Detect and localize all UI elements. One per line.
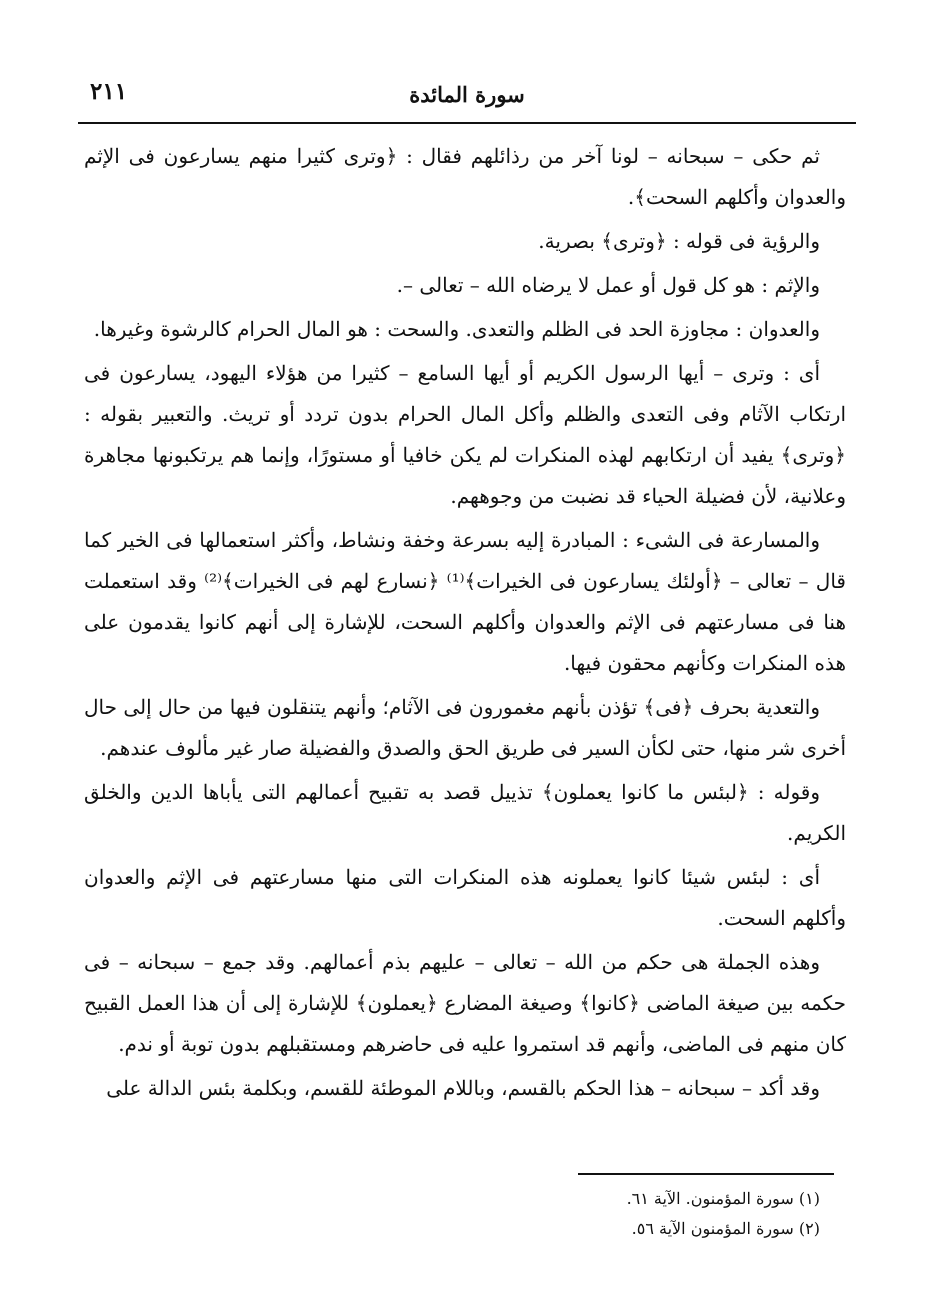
body-text [84, 136, 846, 1112]
paragraph: والرؤية فى قوله : ﴿وترى﴾ بصرية. [538, 229, 820, 253]
paragraph: والإثم : هو كل قول أو عمل لا يرضاه الله – تعالى –. [396, 273, 820, 297]
footnote: (٢) سورة المؤمنون الآية ٥٦. [631, 1219, 820, 1238]
page-number: ٢١١ [90, 78, 128, 105]
footnote-rule [578, 1173, 834, 1175]
running-title: سورة المائدة [409, 82, 525, 107]
paragraph: والتعدية بحرف ﴿فى﴾ تؤذن بأنهم مغمورون فى الآثام؛ وأنهم يتنقلون فيها من حال إلى حال أخرى شر منها، حتى لكأن السير فى طريق الحق والصدق والفضيلة صار غير مألوف عندهم. [84, 695, 846, 760]
header-rule [78, 122, 856, 124]
paragraph: وقد أكد – سبحانه – هذا الحكم بالقسم، وباللام الموطئة للقسم، وبكلمة بئس الدالة على [106, 1076, 820, 1100]
paragraph: وهذه الجملة هى حكم من الله – تعالى – عليهم بذم أعمالهم. وقد جمع – سبحانه – فى حكمه بين صيغة الماضى ﴿كانوا﴾ وصيغة المضارع ﴿يعملون﴾ للإشارة إلى أن هذا العمل القبيح كان منهم فى الماضى، وأنهم قد استمروا عليه فى حاضرهم ومستقبلهم بدون توبة أو ندم. [84, 950, 846, 1056]
footnote: (١) سورة المؤمنون. الآية ٦١. [626, 1189, 820, 1208]
footnotes [420, 1184, 820, 1244]
paragraph: أى : لبئس شيئا كانوا يعملونه هذه المنكرات التى منها مسارعتهم فى الإثم والعدوان وأكلهم السحت. [84, 865, 846, 930]
paragraph: ثم حكى – سبحانه – لونا آخر من رذائلهم فقال : ﴿وترى كثيرا منهم يسارعون فى الإثم والعدوان وأكلهم السحت﴾. [84, 144, 846, 209]
paragraph: أى : وترى – أيها الرسول الكريم أو أيها السامع – كثيرا من هؤلاء اليهود، يسارعون فى ارتكاب الآثام وفى التعدى والظلم وأكل المال الحرام بدون تردد أو تريث. والتعبير بقوله : ﴿وترى﴾ يفيد أن ارتكابهم لهذه المنكرات لم يكن خافيا أو مستورًا، وإنما هم يرتكبونها مجاهرة وعلانية، لأن فضيلة الحياء قد نضبت من وجوههم. [84, 361, 846, 508]
paragraph: والمسارعة فى الشىء : المبادرة إليه بسرعة وخفة ونشاط، وأكثر استعمالها فى الخير كما قال – تعالى – ﴿أولئك يسارعون فى الخيرات﴾⁽¹⁾ ﴿نسارع لهم فى الخيرات﴾⁽²⁾ وقد استعملت هنا فى مسارعتهم فى الإثم والعدوان وأكلهم السحت، للإشارة إلى أنهم كانوا يقدمون على هذه المنكرات وكأنهم محقون فيها. [84, 528, 846, 675]
page-header [78, 78, 856, 118]
paragraph: والعدوان : مجاوزة الحد فى الظلم والتعدى. والسحت : هو المال الحرام كالرشوة وغيرها. [93, 317, 820, 341]
paragraph: وقوله : ﴿لبئس ما كانوا يعملون﴾ تذييل قصد به تقبيح أعمالهم التى يأباها الدين والخلق الكريم. [84, 780, 846, 845]
